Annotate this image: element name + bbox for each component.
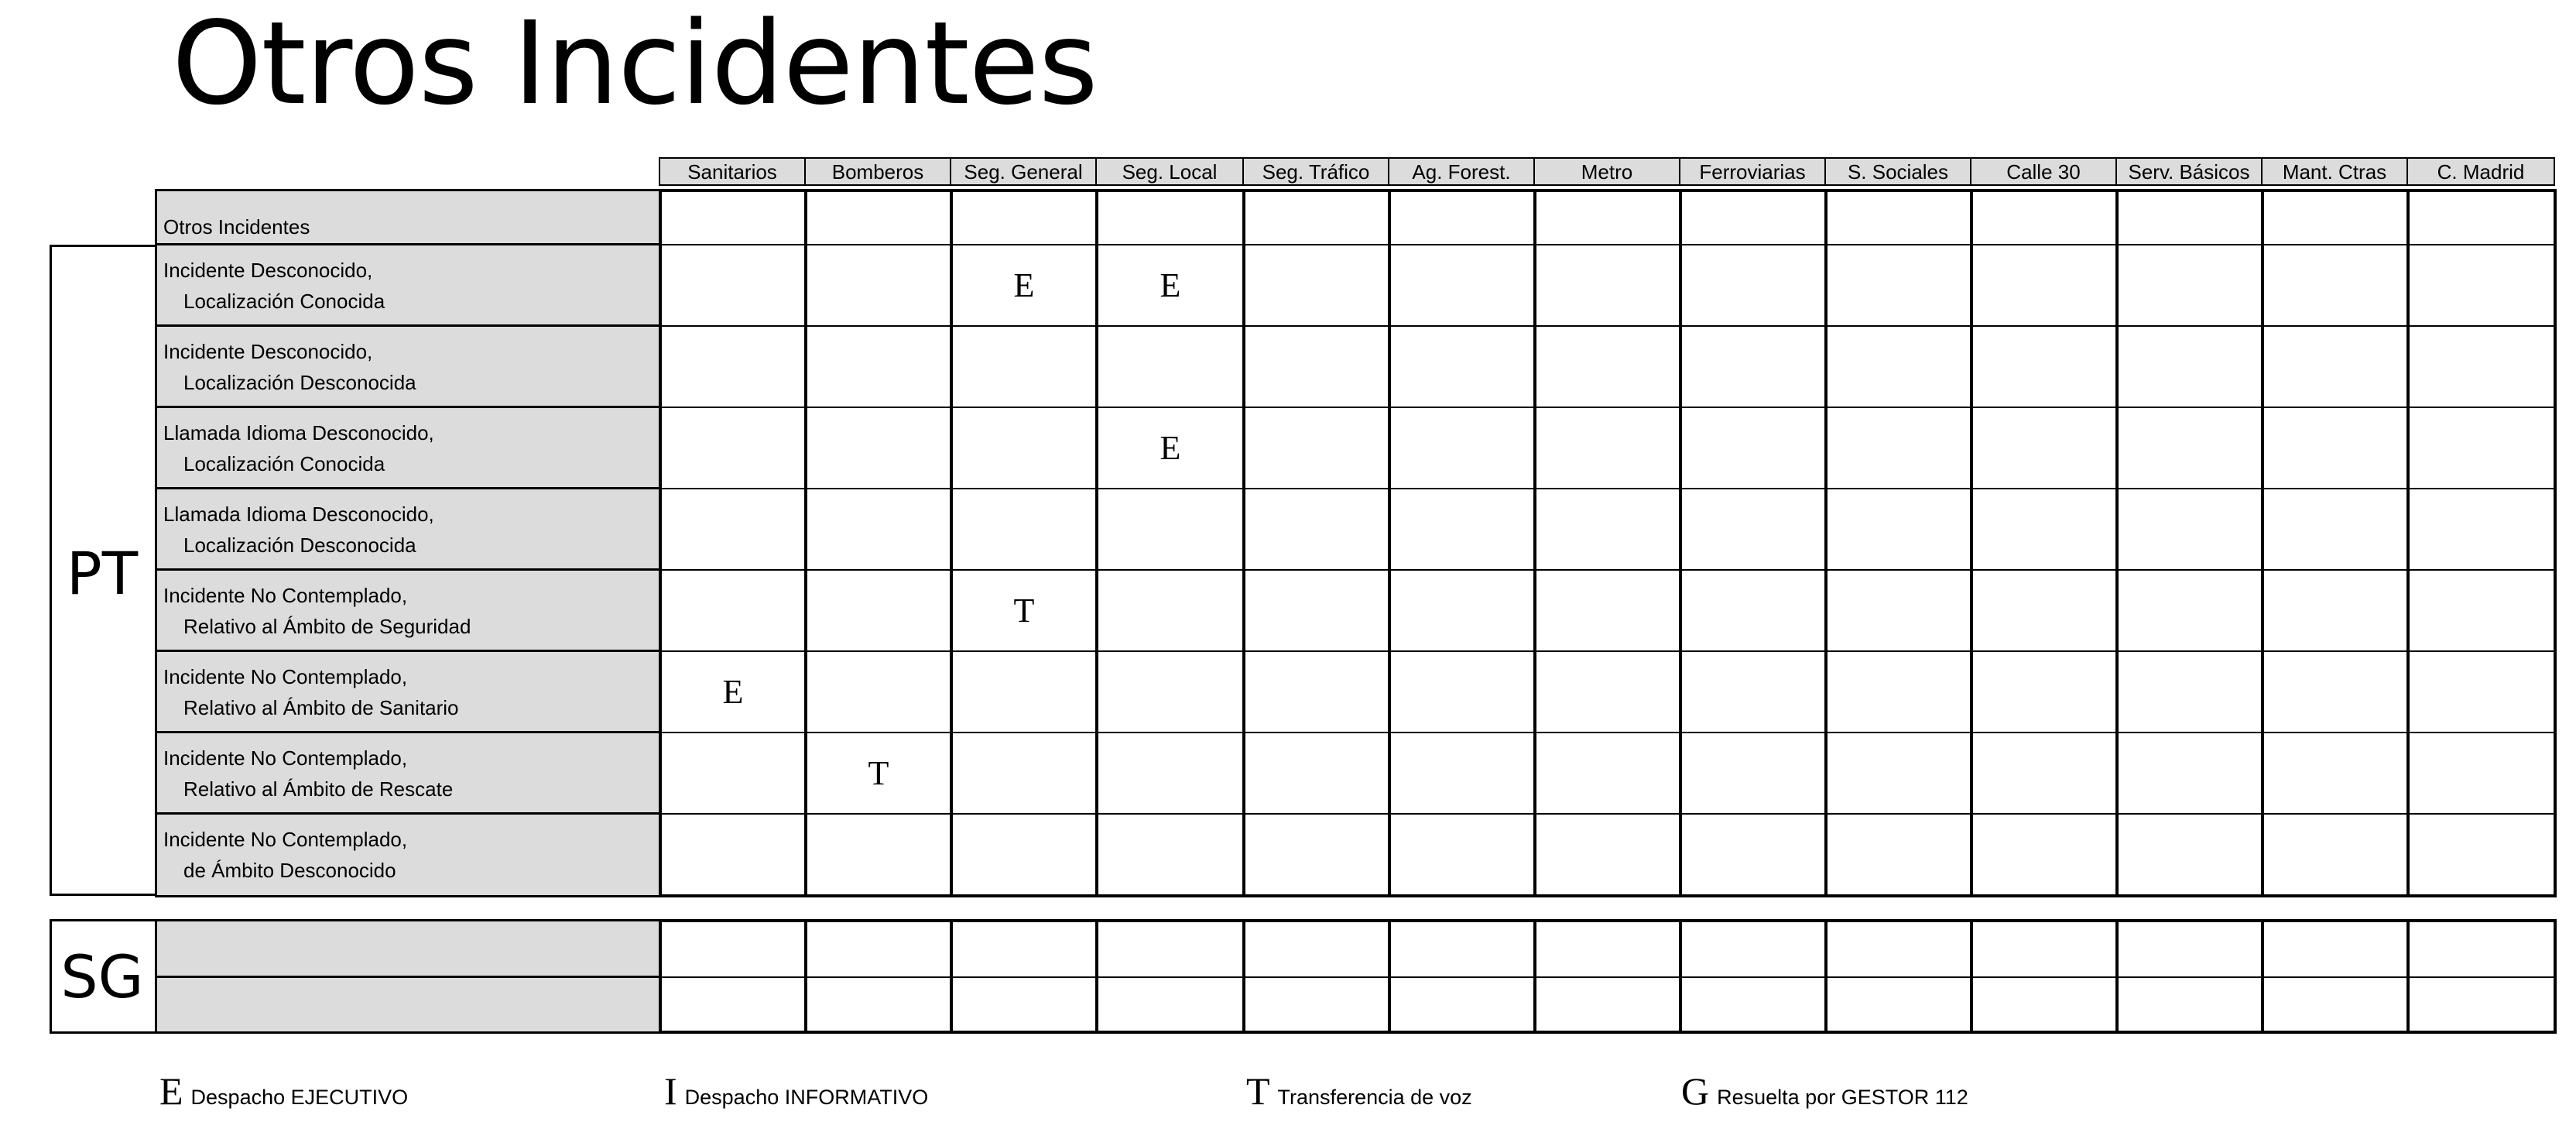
column-header: Calle 30: [1970, 157, 2117, 186]
grid-hline: [660, 407, 2555, 408]
row-label-line-1: Llamada Idioma Desconocido,: [163, 502, 434, 526]
row-label-text: Otros Incidentes: [163, 215, 310, 238]
row-label: [155, 650, 661, 734]
row-label: [155, 812, 661, 897]
row-label: [155, 324, 661, 409]
legend-code: T: [1246, 1069, 1270, 1113]
row-label-line-2: Relativo al Ámbito de Sanitario: [183, 695, 459, 719]
row-label-line-2: Localización Conocida: [183, 289, 385, 313]
grid-vline: [2115, 190, 2119, 896]
legend-item: [1681, 1069, 1968, 1113]
row-label: [155, 487, 661, 571]
sg-row-2-label: [155, 976, 661, 1034]
row-label-line-2: Localización Desconocida: [183, 533, 416, 557]
row-label-line-1: Incidente No Contemplado,: [163, 828, 408, 851]
row-label-line-1: Incidente Desconocido,: [163, 339, 373, 363]
legend-text: Resuelta por GESTOR 112: [1717, 1086, 1968, 1109]
column-header: S. Sociales: [1824, 157, 1971, 186]
legend-code: G: [1681, 1069, 1710, 1113]
grid-vline: [1970, 190, 1973, 896]
row-label: [155, 406, 661, 490]
row-label-line-2: Localización Desconocida: [183, 370, 416, 394]
grid-hline: [660, 976, 2555, 978]
row-label: [155, 731, 661, 815]
legend-code: I: [664, 1069, 677, 1113]
column-header: Metro: [1533, 157, 1680, 186]
legend-text: Transferencia de voz: [1277, 1086, 1472, 1109]
grid-vline: [1533, 190, 1536, 896]
row-label-line-2: Relativo al Ámbito de Rescate: [183, 777, 454, 801]
row-label: [155, 568, 661, 653]
page-title: Otros Incidentes: [172, 0, 1098, 130]
column-header: C. Madrid: [2406, 157, 2555, 186]
column-header: Serv. Básicos: [2115, 157, 2263, 186]
column-header: Ferroviarias: [1679, 157, 1826, 186]
grid-vline: [2261, 190, 2264, 896]
grid-hline: [660, 325, 2555, 327]
column-header: Seg. General: [950, 157, 1097, 186]
column-header: Bomberos: [804, 157, 951, 186]
row-label-line-2: de Ámbito Desconocido: [183, 859, 396, 882]
grid-cell-code: E: [1013, 266, 1035, 304]
column-header: Seg. Tráfico: [1242, 157, 1389, 186]
row-label: [155, 243, 661, 328]
column-header: Mant. Ctras: [2261, 157, 2408, 186]
sg-row-1-label: [155, 919, 661, 978]
column-header: Ag. Forest.: [1388, 157, 1535, 186]
column-header: Sanitarios: [659, 157, 806, 186]
legend-item: [159, 1069, 408, 1113]
grid-cell-code: T: [868, 754, 889, 792]
legend-code: E: [159, 1069, 183, 1113]
grid-cell-code: T: [1013, 592, 1035, 630]
grid-hline: [660, 569, 2555, 571]
column-header: Seg. Local: [1095, 157, 1244, 186]
sg-group-label: SG: [60, 942, 144, 1011]
row-label-line-2: Relativo al Ámbito de Seguridad: [183, 614, 471, 638]
grid-cell-code: E: [1160, 429, 1181, 467]
row-label-otros-incidentes: [155, 189, 661, 246]
row-label-line-1: Incidente No Contemplado,: [163, 664, 408, 688]
row-label-line-1: Incidente No Contemplado,: [163, 583, 408, 607]
grid-hline: [660, 488, 2555, 489]
grid-hline: [660, 244, 2555, 245]
grid-cell-code: E: [1160, 266, 1181, 304]
row-label-line-1: Incidente No Contemplado,: [163, 746, 408, 770]
row-label-line-1: Llamada Idioma Desconocido,: [163, 420, 434, 444]
legend-item: [664, 1069, 928, 1113]
grid-cell-code: E: [722, 673, 744, 711]
grid-vline: [1388, 190, 1391, 896]
legend-item: [1246, 1069, 1472, 1113]
row-label-line-1: Incidente Desconocido,: [163, 258, 373, 282]
grid-vline: [1824, 190, 1828, 896]
legend-text: Despacho INFORMATIVO: [684, 1086, 929, 1109]
pt-group-label: PT: [66, 538, 139, 608]
grid-hline: [660, 650, 2555, 652]
legend-text: Despacho EJECUTIVO: [190, 1086, 409, 1109]
row-label-line-2: Localización Conocida: [183, 451, 385, 475]
grid-vline: [2406, 190, 2410, 896]
grid-vline: [1679, 190, 1682, 896]
